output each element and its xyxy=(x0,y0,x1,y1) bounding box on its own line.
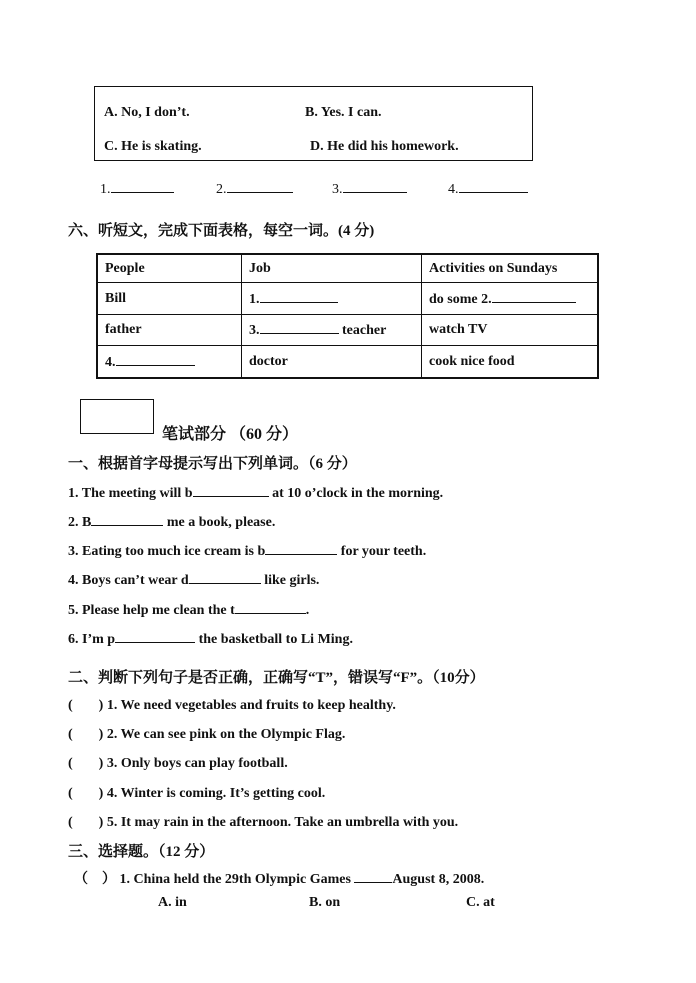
answer-paren-close: ) xyxy=(98,698,104,713)
choice-a[interactable]: A. in xyxy=(158,895,187,910)
choice-question-1: （ ） 1. China held the 29th Olympic Games August 8, 2008. xyxy=(74,872,485,887)
answer-blank-3[interactable] xyxy=(332,180,407,198)
answer-number: 4. xyxy=(448,182,459,197)
option-d: D. He did his homework. xyxy=(310,139,459,154)
choice-c[interactable]: C. at xyxy=(466,895,495,910)
answer-paren-close: ) xyxy=(98,815,104,830)
table-cell: Bill xyxy=(98,283,242,315)
answer-line xyxy=(227,180,293,193)
answer-number: 1. xyxy=(100,182,111,197)
table-row xyxy=(98,346,598,378)
choice-b[interactable]: B. on xyxy=(309,895,341,910)
table-header-activities: Activities on Sundays xyxy=(422,255,598,283)
fill-item-2[interactable]: 2. B me a book, please. xyxy=(68,515,276,530)
answer-number: 3. xyxy=(332,182,343,197)
judge-item-3: ( ) 3. Only boys can play football. xyxy=(68,756,288,771)
judge-item-1: ( ) 1. We need vegetables and fruits to keep healthy. xyxy=(68,698,396,713)
table-cell: watch TV xyxy=(422,314,598,346)
answer-paren-open[interactable]: ( xyxy=(68,815,73,830)
option-a: A. No, I don’t. xyxy=(104,105,190,120)
table-cell: cook nice food xyxy=(422,346,598,378)
answer-paren-open[interactable]: ( xyxy=(68,756,73,771)
answer-line[interactable] xyxy=(354,870,392,883)
option-b: B. Yes. I can. xyxy=(305,105,382,120)
table-row xyxy=(98,314,598,346)
answer-paren-close: ） xyxy=(102,872,116,887)
table-cell: doctor xyxy=(242,346,422,378)
listening-table xyxy=(96,253,599,379)
answer-paren-open[interactable]: ( xyxy=(68,727,73,742)
answer-blank-2[interactable] xyxy=(216,180,293,198)
answer-blank-4[interactable] xyxy=(448,180,528,198)
answer-number: 2. xyxy=(216,182,227,197)
judge-item-4: ( ) 4. Winter is coming. It’s getting cool. xyxy=(68,786,326,801)
written-part-title: 笔试部分 （60 分） xyxy=(162,426,299,443)
fill-item-3[interactable]: 3. Eating too much ice cream is b for your teeth. xyxy=(68,544,427,559)
option-c: C. He is skating. xyxy=(104,139,202,154)
table-cell: father xyxy=(98,314,242,346)
score-box[interactable] xyxy=(80,399,154,434)
table-cell-blank[interactable]: 4. xyxy=(98,346,242,378)
judge-item-5: ( ) 5. It may rain in the afternoon. Take an umbrella with you. xyxy=(68,815,459,830)
fill-item-1[interactable]: 1. The meeting will b at 10 o’clock in the morning. xyxy=(68,486,444,501)
table-row xyxy=(98,283,598,315)
table-header-job: Job xyxy=(242,255,422,283)
answer-paren-open[interactable]: ( xyxy=(68,698,73,713)
table-cell-blank[interactable]: 3. teacher xyxy=(242,314,422,346)
answer-paren-close: ) xyxy=(98,756,104,771)
answer-paren-open[interactable]: ( xyxy=(68,786,73,801)
answer-blank-1[interactable] xyxy=(100,180,174,198)
part-3-heading: 三、选择题。（12 分） xyxy=(68,844,215,860)
answer-paren-open[interactable]: （ xyxy=(74,872,88,887)
fill-item-4[interactable]: 4. Boys can’t wear d like girls. xyxy=(68,573,320,588)
part-1-heading: 一、根据首字母提示写出下列单词。（6 分） xyxy=(68,456,357,472)
table-cell-blank[interactable]: 1. xyxy=(242,283,422,315)
answer-line xyxy=(111,180,174,193)
part-2-heading: 二、判断下列句子是否正确，正确写“T”，错误写“F”。（10分） xyxy=(68,670,485,686)
table-header-people: People xyxy=(98,255,242,283)
fill-item-6[interactable]: 6. I’m p the basketball to Li Ming. xyxy=(68,632,353,647)
judge-item-2: ( ) 2. We can see pink on the Olympic Flag. xyxy=(68,727,346,742)
answer-paren-close: ) xyxy=(98,727,104,742)
fill-item-5[interactable]: 5. Please help me clean the t . xyxy=(68,603,310,618)
table-row xyxy=(98,255,598,283)
answer-line xyxy=(459,180,528,193)
answer-paren-close: ) xyxy=(98,786,104,801)
section-6-heading: 六、听短文，完成下面表格，每空一词。(4 分) xyxy=(68,223,375,239)
table-cell-blank[interactable]: do some 2. xyxy=(422,283,598,315)
answer-line xyxy=(343,180,407,193)
